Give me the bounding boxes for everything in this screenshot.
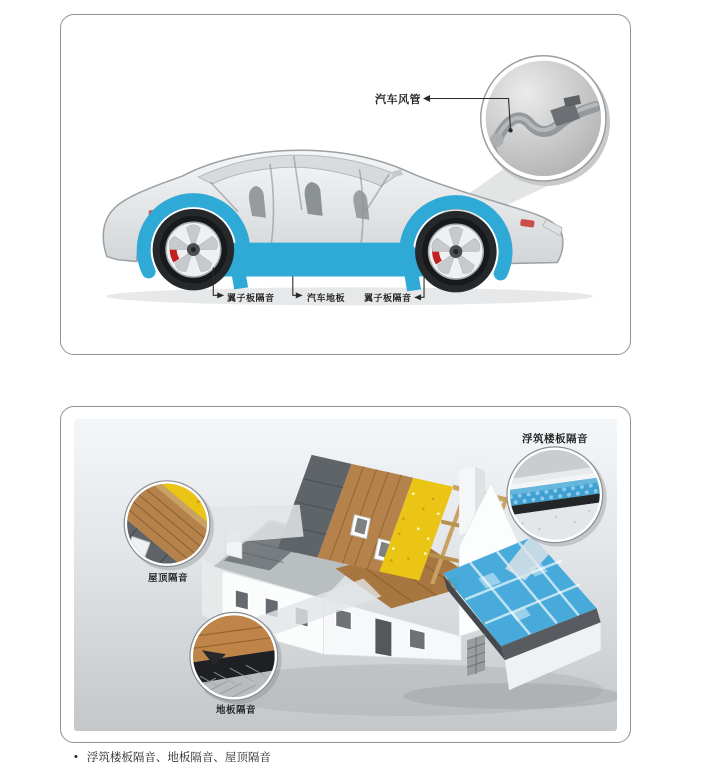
leader-dot [508,128,512,132]
label-floating-slab: 浮筑楼板隔音 [522,433,588,445]
car-illustration [61,15,630,354]
caption-text: 浮筑楼板隔音、地板隔音、屋顶隔音 [86,752,271,764]
rear-wheel [153,209,235,291]
chimney-cap [456,457,488,469]
car-figure-panel [60,14,631,355]
label-fender-right: 翼子板隔音 [364,293,412,303]
window [409,628,425,650]
leader-arrow [423,95,430,102]
label-car-floor: 汽车地板 [307,293,346,303]
label-fender-left: 翼子板隔音 [227,293,275,303]
label-air-duct: 汽车风管 [375,94,421,106]
door [375,618,391,656]
label-roof-insulation: 屋顶隔音 [148,573,189,584]
cottage-window-glass [236,590,248,609]
slab-inset-detail [499,438,611,549]
label-floor-insulation: 地板隔音 [216,705,257,716]
caption-line [74,749,271,765]
bullet-icon: • [74,750,78,763]
front-wheel [415,211,497,293]
car-ground-shadow [106,287,593,305]
building-figure-panel [60,406,631,743]
building-scene [74,419,617,731]
magnifier-face [486,61,601,176]
